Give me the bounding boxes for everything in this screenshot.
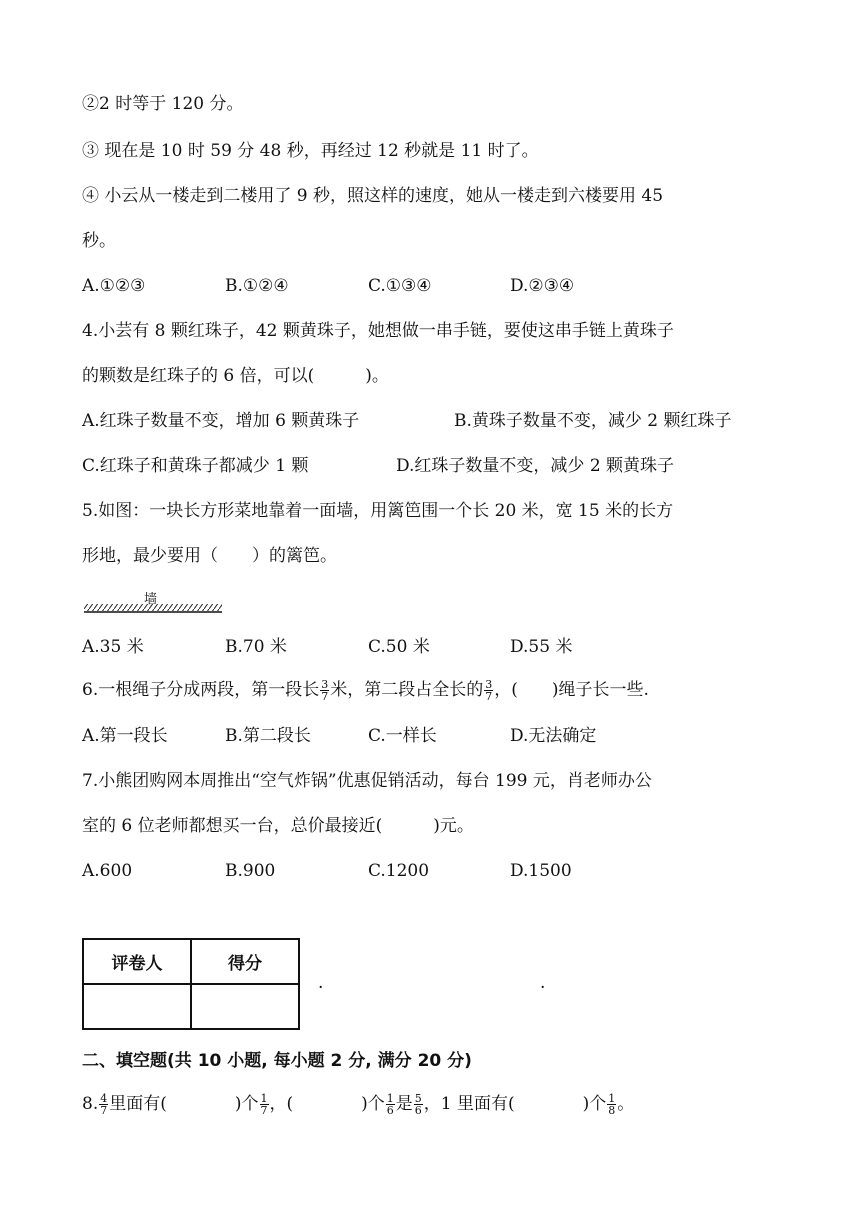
q5-option-a: A.35 米	[82, 637, 144, 657]
q8-stem: 8. $\frac{4}{7}$ 里面有( )个 $\frac{1}{7}$ ，( )个 $\frac{1}{6}$ 是 $\frac{5}{6}$ ，1 里面有( )个 $\frac{1}{8}$ 。	[82, 1092, 635, 1117]
q8-fraction-e: $\frac{1}{8}$	[608, 1092, 616, 1117]
q6-option-a: A.第一段长	[82, 726, 168, 746]
q3-item-4-line2: 秒。	[82, 231, 116, 251]
q7-line2: 室的 6 位老师都想买一台，总价最接近( )元。	[82, 816, 474, 836]
q4-option-b: B.黄珠子数量不变，减少 2 颗红珠子	[454, 411, 732, 431]
q6-fraction-1: $\frac{3}{7}$	[321, 678, 329, 703]
q6-option-d: D.无法确定	[510, 726, 597, 746]
q6-option-c: C.一样长	[368, 726, 437, 746]
q7-option-a: A.600	[82, 861, 133, 881]
q8-fraction-d: $\frac{5}{6}$	[414, 1092, 422, 1117]
q3-option-a: A.①②③	[82, 276, 146, 296]
score-header: 得分	[191, 939, 299, 984]
q4-option-a: A.红珠子数量不变，增加 6 颗黄珠子	[82, 411, 360, 431]
q3-item-3: ③ 现在是 10 时 59 分 48 秒，再经过 12 秒就是 11 时了。	[82, 141, 539, 161]
q6-option-b: B.第二段长	[225, 726, 311, 746]
reviewer-cell[interactable]	[83, 984, 191, 1029]
q3-option-d: D.②③④	[510, 276, 575, 296]
q7-option-d: D.1500	[510, 861, 572, 881]
q5-line1: 5.如图：一块长方形菜地靠着一面墙，用篱笆围一个长 20 米，宽 15 米的长方	[82, 501, 674, 521]
dot-mark-1: ·	[318, 978, 324, 998]
reviewer-header: 评卷人	[83, 939, 191, 984]
section-2-title: 二、填空题(共 10 小题, 每小题 2 分, 满分 20 分)	[82, 1051, 472, 1071]
q7-option-c: C.1200	[368, 861, 430, 881]
q6-stem	[82, 678, 649, 702]
q8-fraction-c: $\frac{1}{6}$	[386, 1092, 394, 1117]
score-cell[interactable]	[191, 984, 299, 1029]
wall-label: 墙	[144, 592, 158, 607]
q4-option-c: C.红珠子和黄珠子都减少 1 颗	[82, 456, 309, 476]
q3-item-2: ②2 时等于 120 分。	[82, 94, 244, 114]
q5-option-b: B.70 米	[225, 637, 287, 657]
q6-fraction-2: $\frac{3}{7}$	[485, 678, 493, 703]
q4-option-d: D.红珠子数量不变，减少 2 颗黄珠子	[396, 456, 675, 476]
q8-fraction-b: $\frac{1}{7}$	[260, 1092, 268, 1117]
q3-item-4-line1: ④ 小云从一楼走到二楼用了 9 秒，照这样的速度，她从一楼走到六楼要用 45	[82, 186, 664, 206]
q4-line2: 的颗数是红珠子的 6 倍，可以( )。	[82, 366, 389, 386]
wall-diagram	[84, 588, 224, 616]
q6-part1: 6.一根绳子分成两段，第一段长	[82, 680, 320, 700]
q7-option-b: B.900	[225, 861, 276, 881]
q3-option-c: C.①③④	[368, 276, 432, 296]
score-table	[82, 938, 300, 1030]
q5-option-c: C.50 米	[368, 637, 430, 657]
q3-option-b: B.①②④	[225, 276, 289, 296]
q4-line1: 4.小芸有 8 颗红珠子，42 颗黄珠子，她想做一串手链，要使这串手链上黄珠子	[82, 321, 674, 341]
q8-fraction-a: $\frac{4}{7}$	[100, 1092, 108, 1117]
q6-part3: ，( )绳子长一些.	[494, 680, 649, 700]
q5-line2: 形地，最少要用（ ）的篱笆。	[82, 546, 337, 566]
q7-line1: 7.小熊团购网本周推出“空气炸锅”优惠促销活动，每台 199 元，肖老师办公	[82, 771, 652, 791]
q5-option-d: D.55 米	[510, 637, 573, 657]
dot-mark-2: ·	[540, 978, 546, 998]
q6-part2: 米，第二段占全长的	[330, 680, 484, 700]
